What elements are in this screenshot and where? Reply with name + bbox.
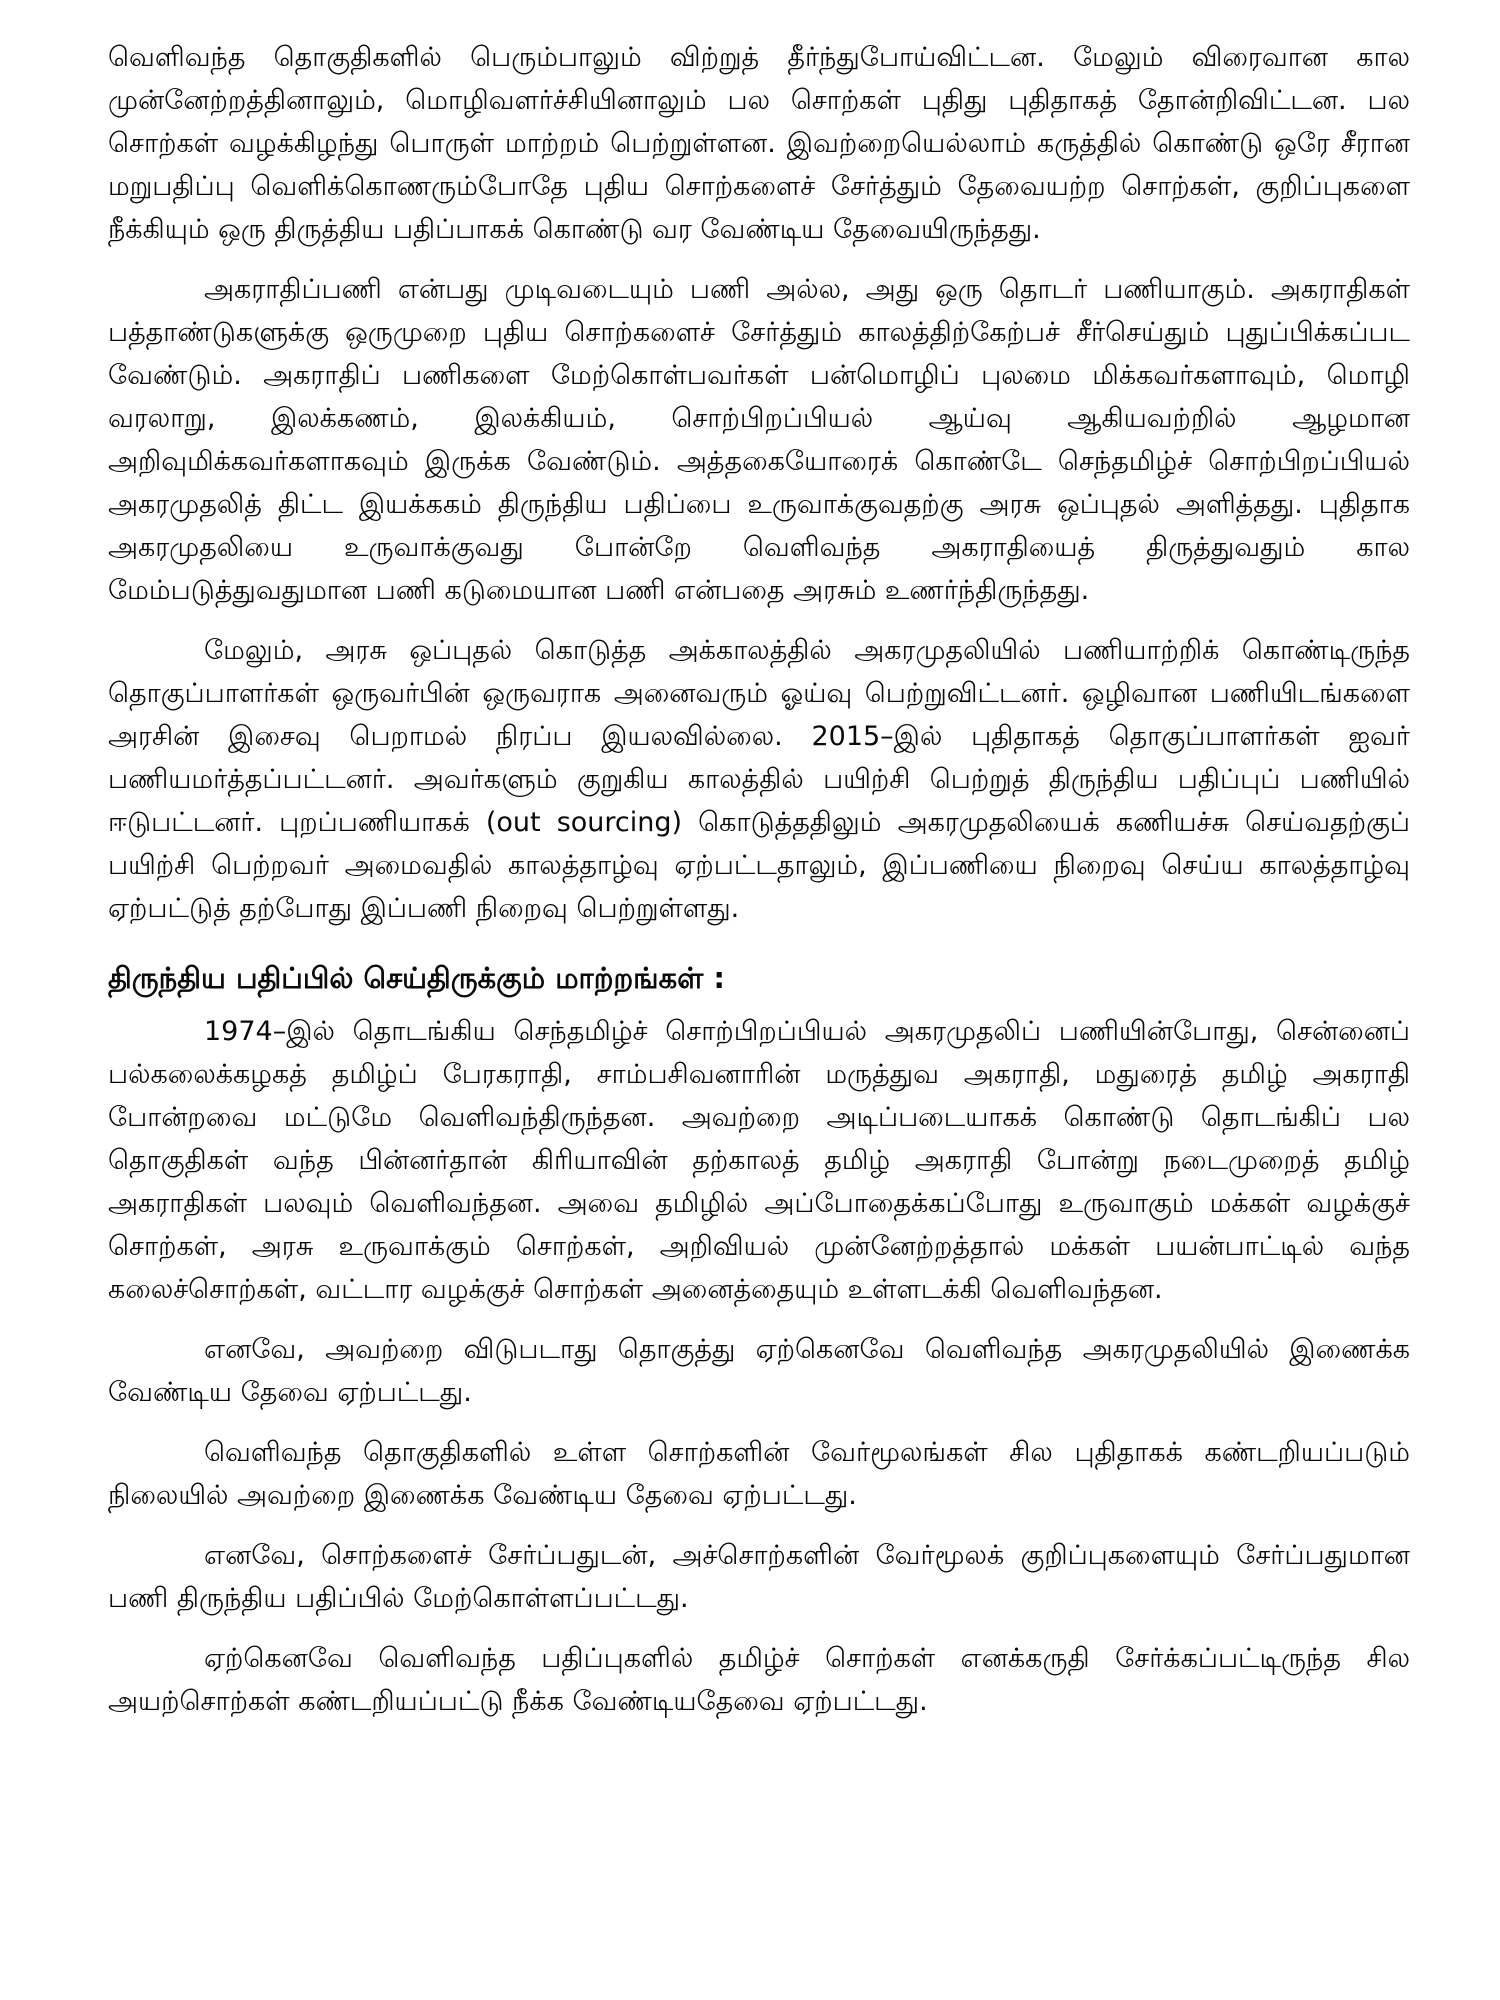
- paragraph-3: மேலும், அரசு ஒப்புதல் கொடுத்த அக்காலத்தில் அகரமுதலியில் பணியாற்றிக் கொண்டிருந்த தொகுப்பாளர்கள் ஒருவர்பின் ஒருவராக அனைவரும் ஓய்வு பெற்றுவிட்டனர். ஒழிவான பணியிடங்களை அரசின் இசைவு பெறாமல் நிரப்ப இயலவில்லை. 2015–இல் புதிதாகத் தொகுப்பாளர்கள் ஐவர் பணியமர்த்தப்பட்டனர். அவர்களும் குறுகிய காலத்தில் பயிற்சி பெற்றுத் திருந்திய பதிப்புப் பணியில் ஈடுபட்டனர். புறப்பணியாகக் (out sourcing) கொடுத்ததிலும் அகரமுதலியைக் கணியச்சு செய்வதற்குப் பயிற்சி பெற்றவர் அமைவதில் காலத்தாழ்வு ஏற்பட்டதாலும், இப்பணியை நிறைவு செய்ய காலத்தாழ்வு ஏற்பட்டுத் தற்போது இப்பணி நிறைவு பெற்றுள்ளது.: [108, 635, 1410, 924]
- paragraph-6: வெளிவந்த தொகுதிகளில் உள்ள சொற்களின் வேர்மூலங்கள் சில புதிதாகக் கண்டறியப்படும் நிலையில் அவற்றை இணைக்க வேண்டிய தேவை ஏற்பட்டது.: [108, 1437, 1410, 1511]
- document-page: [108, 36, 1410, 1740]
- paragraph-8: ஏற்கெனவே வெளிவந்த பதிப்புகளில் தமிழ்ச் சொற்கள் எனக்கருதி சேர்க்கப்பட்டிருந்த சில அயற்சொற்கள் கண்டறியப்பட்டு நீக்க வேண்டியதேவை ஏற்பட்டது.: [108, 1643, 1410, 1717]
- paragraph-7: எனவே, சொற்களைச் சேர்ப்பதுடன், அச்சொற்களின் வேர்மூலக் குறிப்புகளையும் சேர்ப்பதுமான பணி திருந்திய பதிப்பில் மேற்கொள்ளப்பட்டது.: [108, 1540, 1410, 1614]
- paragraph-4: 1974–இல் தொடங்கிய செந்தமிழ்ச் சொற்பிறப்பியல் அகரமுதலிப் பணியின்போது, சென்னைப் பல்கலைக்கழகத் தமிழ்ப் பேரகராதி, சாம்பசிவனாரின் மருத்துவ அகராதி, மதுரைத் தமிழ் அகராதி போன்றவை மட்டுமே வெளிவந்திருந்தன. அவற்றை அடிப்படையாகக் கொண்டு தொடங்கிப் பல தொகுதிகள் வந்த பின்னர்தான் கிரியாவின் தற்காலத் தமிழ் அகராதி போன்று நடைமுறைத் தமிழ் அகராதிகள் பலவும் வெளிவந்தன. அவை தமிழில் அப்போதைக்கப்போது உருவாகும் மக்கள் வழக்குச் சொற்கள், அரசு உருவாக்கும் சொற்கள், அறிவியல் முன்னேற்றத்தால் மக்கள் பயன்பாட்டில் வந்த கலைச்சொற்கள், வட்டார வழக்குச் சொற்கள் அனைத்தையும் உள்ளடக்கி வெளிவந்தன.: [108, 1016, 1410, 1305]
- paragraph-1: வெளிவந்த தொகுதிகளில் பெரும்பாலும் விற்றுத் தீர்ந்துபோய்விட்டன. மேலும் விரைவான கால முன்னேற்றத்தினாலும், மொழிவளர்ச்சியினாலும் பல சொற்கள் புதிது புதிதாகத் தோன்றிவிட்டன. பல சொற்கள் வழக்கிழந்து பொருள் மாற்றம் பெற்றுள்ளன. இவற்றையெல்லாம் கருத்தில் கொண்டு ஒரே சீரான மறுபதிப்பு வெளிக்கொணரும்போதே புதிய சொற்களைச் சேர்த்தும் தேவையற்ற சொற்கள், குறிப்புகளை நீக்கியும் ஒரு திருத்திய பதிப்பாகக் கொண்டு வர வேண்டிய தேவையிருந்தது.: [108, 42, 1410, 245]
- section-heading: திருந்திய பதிப்பில் செய்திருக்கும் மாற்றங்கள் :: [108, 961, 726, 995]
- paragraph-5: எனவே, அவற்றை விடுபடாது தொகுத்து ஏற்கெனவே வெளிவந்த அகரமுதலியில் இணைக்க வேண்டிய தேவை ஏற்பட்டது.: [108, 1334, 1410, 1408]
- paragraph-2: அகராதிப்பணி என்பது முடிவடையும் பணி அல்ல, அது ஒரு தொடர் பணியாகும். அகராதிகள் பத்தாண்டுகளுக்கு ஒருமுறை புதிய சொற்களைச் சேர்த்தும் காலத்திற்கேற்பச் சீர்செய்தும் புதுப்பிக்கப்பட வேண்டும். அகராதிப் பணிகளை மேற்கொள்பவர்கள் பன்மொழிப் புலமை மிக்கவர்களாவும், மொழி வரலாறு, இலக்கணம், இலக்கியம், சொற்பிறப்பியல் ஆய்வு ஆகியவற்றில் ஆழமான அறிவுமிக்கவர்களாகவும் இருக்க வேண்டும். அத்தகையோரைக் கொண்டே செந்தமிழ்ச் சொற்பிறப்பியல் அகரமுதலித் திட்ட இயக்ககம் திருந்திய பதிப்பை உருவாக்குவதற்கு அரசு ஒப்புதல் அளித்தது. புதிதாக அகரமுதலியை உருவாக்குவது போன்றே வெளிவந்த அகராதியைத் திருத்துவதும் கால மேம்படுத்துவதுமான பணி கடுமையான பணி என்பதை அரசும் உணர்ந்திருந்தது.: [108, 274, 1410, 606]
